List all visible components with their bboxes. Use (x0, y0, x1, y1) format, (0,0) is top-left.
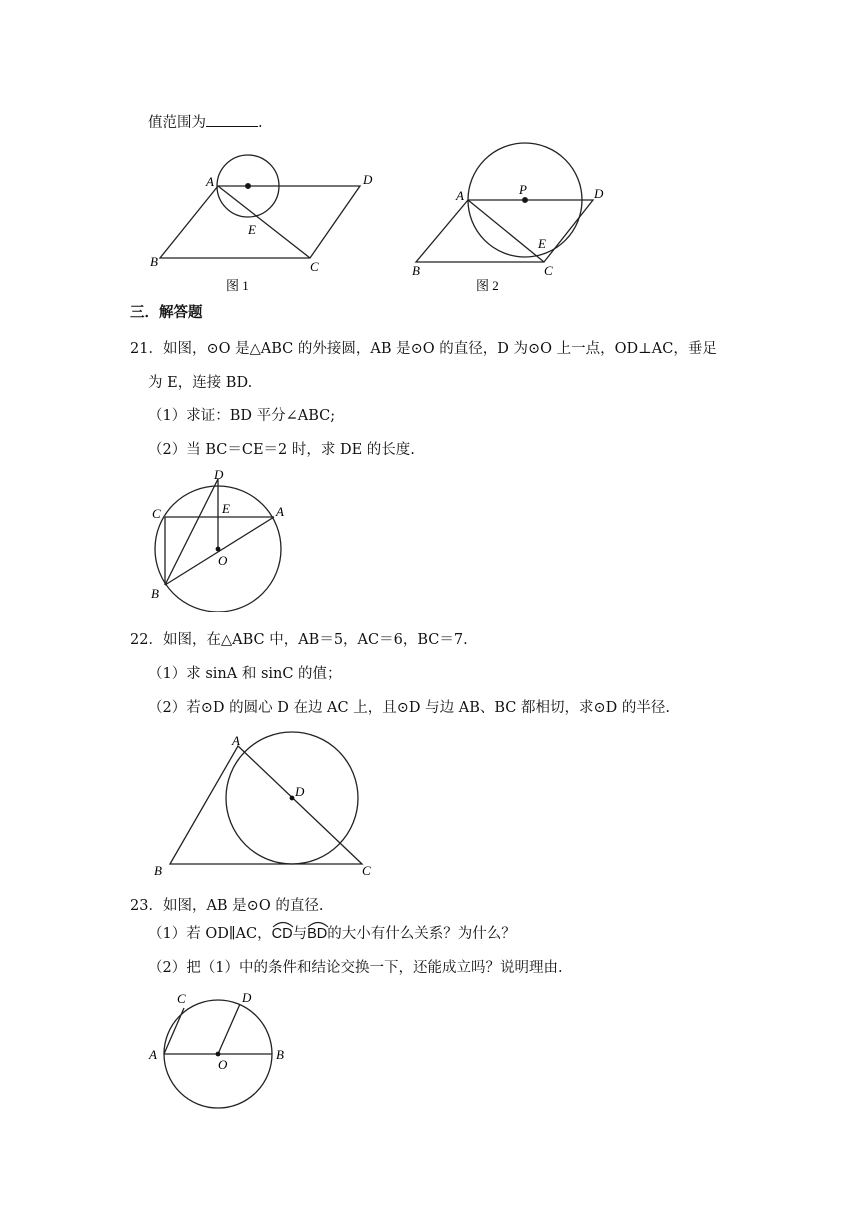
prev-question-text: 值范围为 (148, 115, 206, 131)
arc-bd-symbol (307, 920, 329, 928)
arc-cd-label: CD (272, 924, 293, 944)
label-d-fig1: D (363, 172, 373, 187)
label-b-fig2: B (412, 263, 420, 278)
center-dot-d (290, 796, 295, 801)
label-c: C (177, 991, 186, 1006)
triangle-abc (170, 746, 362, 864)
label-b: B (154, 863, 162, 878)
q23-line1: 23．如图，AB 是⊙O 的直径. (130, 898, 324, 914)
prev-question-tail: 值范围为 . (148, 112, 263, 133)
q23-part2: （2）把（1）中的条件和结论交换一下，还能成立吗？说明理由. (148, 960, 563, 976)
q21-part1: （1）求证：BD 平分∠ABC; (148, 408, 336, 424)
parallelogram-abcd-1 (160, 186, 360, 258)
center-dot-o (216, 1052, 221, 1057)
center-dot-o (216, 547, 221, 552)
label-p-fig2: P (519, 182, 527, 197)
caption-fig1: 图 1 (226, 278, 249, 293)
q23-part1: （1）若 OD∥AC， CD与 BD的大小有什么关系？为什么？ (148, 924, 516, 944)
q23-figure (146, 986, 296, 1110)
arc-cd-symbol (272, 920, 294, 928)
label-b-fig1: B (150, 254, 158, 269)
label-o: O (218, 1057, 228, 1072)
label-c-fig1: C (310, 259, 319, 274)
label-e-fig2: E (538, 236, 546, 251)
label-a: A (232, 733, 240, 748)
arc-bd-label: BD (307, 924, 327, 944)
q21-figure (148, 468, 288, 612)
label-o: O (218, 553, 228, 568)
label-b: B (276, 1047, 284, 1062)
q21-line1: 21．如图，⊙O 是△ABC 的外接圆，AB 是⊙O 的直径，D 为⊙O 上一点，OD⊥AC，垂足 (130, 341, 717, 357)
label-b: B (151, 586, 159, 601)
q20-figure-1 (160, 155, 360, 258)
label-d: D (214, 468, 224, 482)
q22-figure (148, 728, 380, 878)
label-a: A (276, 504, 284, 519)
label-c: C (362, 863, 371, 878)
segment-od (218, 1004, 240, 1054)
diagonal-ac-2 (468, 200, 544, 262)
label-a-fig1: A (206, 174, 214, 189)
q22-line1: 22．如图，在△ABC 中，AB＝5，AC＝6，BC＝7. (130, 632, 468, 648)
q22-part1: （1）求 sinA 和 sinC 的值； (148, 666, 342, 682)
q21-part2: （2）当 BC＝CE＝2 时，求 DE 的长度. (148, 442, 415, 458)
diagonal-ac-1 (218, 186, 310, 258)
label-d: D (242, 990, 252, 1005)
label-e-fig1: E (248, 222, 256, 237)
q21-line2: 为 E，连接 BD. (148, 375, 253, 391)
center-dot-p (523, 198, 528, 203)
label-a-fig2: A (456, 188, 464, 203)
label-e: E (222, 501, 230, 516)
q20-figure-2 (416, 143, 593, 262)
label-c: C (152, 506, 161, 521)
label-d-fig2: D (594, 186, 604, 201)
answer-blank (206, 112, 258, 127)
caption-fig2: 图 2 (476, 278, 499, 293)
label-d: D (295, 784, 305, 799)
section-title: 三．解答题 (130, 304, 203, 321)
chord-ac (164, 1008, 184, 1054)
label-a: A (149, 1047, 157, 1062)
q22-part2: （2）若⊙D 的圆心 D 在边 AC 上，且⊙D 与边 AB、BC 都相切，求⊙D 的半径. (148, 700, 670, 716)
q20-figures (148, 138, 610, 296)
label-c-fig2: C (544, 263, 553, 278)
center-dot-1 (246, 184, 251, 189)
